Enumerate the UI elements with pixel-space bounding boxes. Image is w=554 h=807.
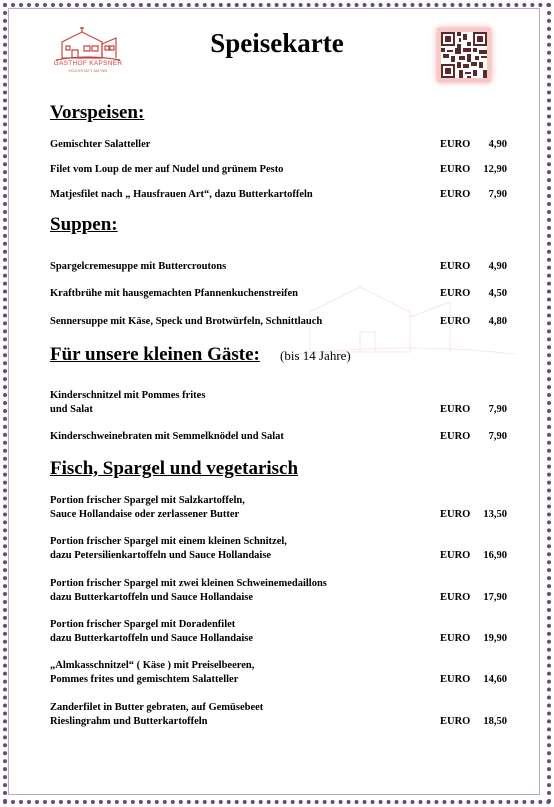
currency-label: EURO	[440, 550, 471, 561]
currency-label: EURO	[440, 261, 471, 272]
logo-name: GASTHOF KAPSNER	[53, 60, 123, 67]
price-value: 7,90	[488, 431, 507, 442]
price-value: 4,50	[488, 288, 507, 299]
price-value: 12,90	[483, 164, 507, 175]
heading-kleine-gaeste-text: Für unsere kleinen Gäste:	[50, 344, 260, 365]
menu-item	[50, 577, 327, 605]
price-value: 14,60	[483, 674, 507, 685]
currency-label: EURO	[440, 288, 471, 299]
price-value: 4,90	[488, 261, 507, 272]
menu-item: Matjesfilet nach „ Hausfrauen Art“, dazu Butterkartoffeln	[50, 189, 313, 200]
menu-item	[50, 701, 263, 729]
menu-item	[50, 535, 287, 563]
menu-item	[50, 389, 205, 417]
currency-label: EURO	[440, 592, 471, 603]
page-title: Speisekarte	[210, 28, 344, 58]
logo-place: HOCHSTATT AM INN	[68, 68, 108, 73]
heading-vorspeisen: Vorspeisen:	[50, 102, 145, 123]
price-value: 13,50	[483, 509, 507, 520]
menu-item-line1: Kinderschnitzel mit Pommes frites	[50, 390, 206, 401]
menu-item: Gemischter Salatteller	[50, 139, 151, 150]
menu-item: Kinderschweinebraten mit Semmelknödel und Salat	[50, 431, 284, 442]
heading-fisch-spargel: Fisch, Spargel und vegetarisch	[50, 458, 299, 479]
currency-label: EURO	[440, 633, 471, 644]
menu-item-line2: dazu Butterkartoffeln und Sauce Hollandaise	[50, 592, 254, 603]
qr-code	[437, 28, 491, 82]
currency-label: EURO	[440, 164, 471, 175]
menu-item-line2: und Salat	[50, 404, 93, 415]
price-value: 7,90	[488, 404, 507, 415]
currency-label: EURO	[440, 316, 471, 327]
qr-code-icon	[441, 32, 487, 78]
price-value: 18,50	[483, 716, 507, 727]
currency-label: EURO	[440, 509, 471, 520]
heading-kleine-gaeste-note: (bis 14 Jahre)	[280, 348, 351, 363]
menu-item-line2: Rieslingrahm und Butterkartoffeln	[50, 716, 208, 727]
menu-item: Sennersuppe mit Käse, Speck und Brotwürfeln, Schnittlauch	[50, 316, 323, 327]
menu-item-line1: Portion frischer Spargel mit einem kleinen Schnitzel,	[50, 536, 287, 547]
heading-suppen: Suppen:	[50, 214, 118, 235]
price-value: 17,90	[483, 592, 507, 603]
menu-item-line2: Pommes frites und gemischtem Salatteller	[50, 674, 239, 685]
menu-item-line1: Portion frischer Spargel mit Salzkartoffeln,	[50, 495, 245, 506]
menu-item	[50, 494, 245, 522]
menu-item-line1: Portion frischer Spargel mit zwei kleinen Schweinemedaillons	[50, 578, 327, 589]
price-value: 16,90	[483, 550, 507, 561]
menu-item-line2: dazu Petersilienkartoffeln und Sauce Hollandaise	[50, 550, 272, 561]
menu-item	[50, 618, 253, 646]
currency-label: EURO	[440, 431, 471, 442]
menu-item	[50, 659, 254, 687]
currency-label: EURO	[440, 716, 471, 727]
menu-item-line1: Portion frischer Spargel mit Doradenfilet	[50, 619, 236, 630]
menu-item-line2: dazu Butterkartoffeln und Sauce Hollandaise	[50, 633, 254, 644]
menu-item: Kraftbrühe mit hausgemachten Pfannenkuchenstreifen	[50, 288, 299, 299]
menu-item-line1: „Almkasschnitzel“ ( Käse ) mit Preiselbeeren,	[50, 660, 255, 671]
currency-label: EURO	[440, 189, 471, 200]
menu-item: Spargelcremesuppe mit Buttercroutons	[50, 261, 227, 272]
currency-label: EURO	[440, 674, 471, 685]
price-value: 19,90	[483, 633, 507, 644]
price-value: 4,80	[488, 316, 507, 327]
menu-item-line1: Zanderfilet in Butter gebraten, auf Gemüsebeet	[50, 702, 264, 713]
price-value: 7,90	[488, 189, 507, 200]
currency-label: EURO	[440, 139, 471, 150]
price-value: 4,90	[488, 139, 507, 150]
currency-label: EURO	[440, 404, 471, 415]
menu-item-line2: Sauce Hollandaise oder zerlassener Butter	[50, 509, 240, 520]
menu-item: Filet vom Loup de mer auf Nudel und grünem Pesto	[50, 164, 284, 175]
heading-kleine-gaeste	[50, 344, 260, 366]
